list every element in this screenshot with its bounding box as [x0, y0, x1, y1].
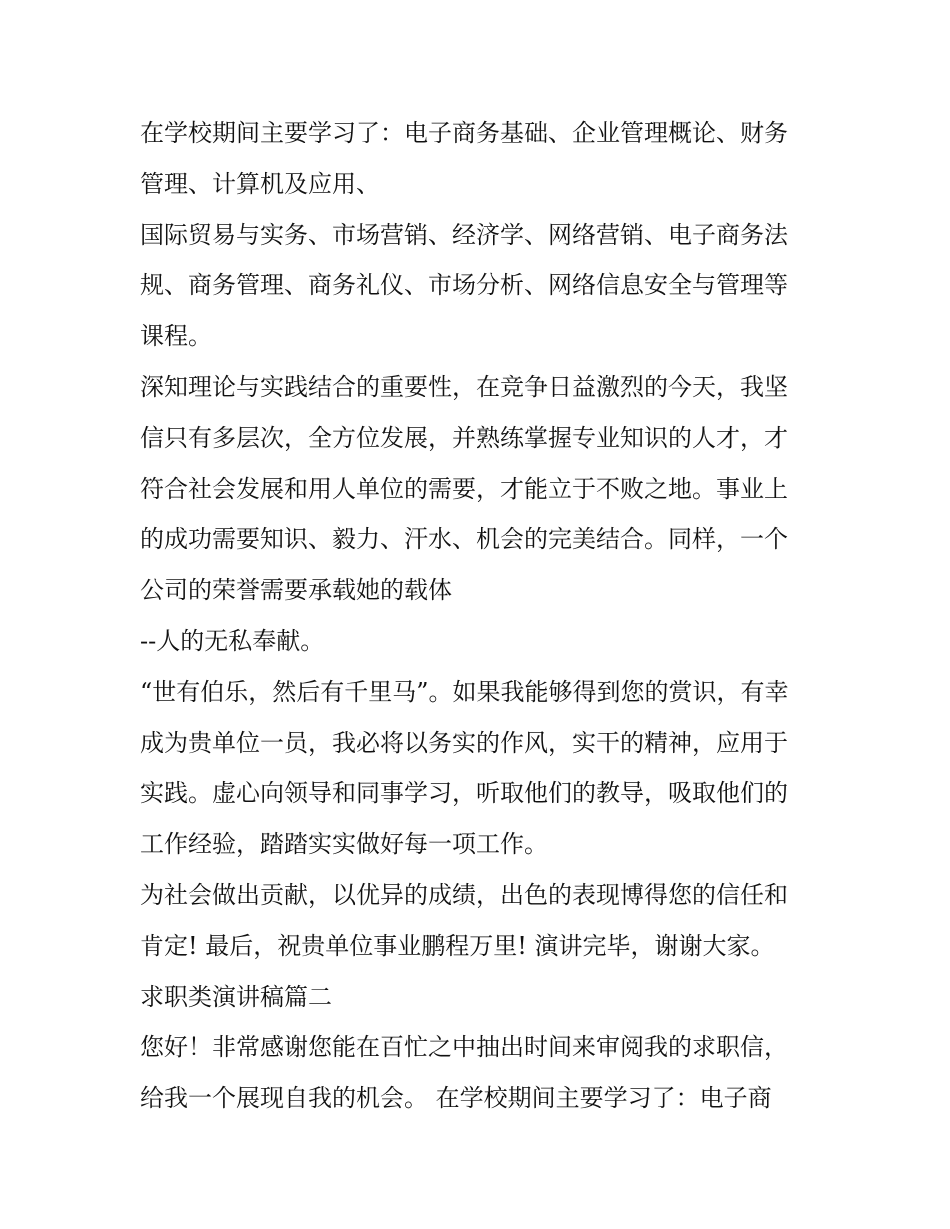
text-line: 成为贵单位一员，我必将以务实的作风，实干的精神，应用于 — [140, 728, 788, 757]
text-line: 在学校期间主要学习了：电子商务基础、企业管理概论、财务 — [140, 119, 788, 147]
text-line: 公司的荣誉需要承载她的载体 — [140, 576, 452, 605]
text-line: 的成功需要知识、毅力、汗水、机会的完美结合。同样，一个 — [140, 525, 788, 554]
text-line: 肯定! 最后，祝贵单位事业鹏程万里! 演讲完毕，谢谢大家。 — [140, 931, 775, 960]
text-line: 符合社会发展和用人单位的需要，才能立于不败之地。事业上 — [140, 474, 788, 503]
text-line: 深知理论与实践结合的重要性，在竞争日益激烈的今天，我坚 — [140, 372, 788, 401]
text-line: --人的无私奉献。 — [140, 626, 325, 655]
text-line: 给我一个展现自我的机会。 在学校期间主要学习了：电子商 — [140, 1084, 772, 1113]
text-line: 课程。 — [140, 322, 212, 351]
text-line: “世有伯乐，然后有千里马”。如果我能够得到您的赏识，有幸 — [140, 677, 789, 706]
document-body — [140, 108, 820, 1124]
section-heading: 求职类演讲稿篇二 — [140, 982, 332, 1011]
text-line: 为社会做出贡献，以优异的成绩，出色的表现博得您的信任和 — [140, 880, 788, 909]
text-line: 实践。虚心向领导和同事学习，听取他们的教导，吸取他们的 — [140, 779, 788, 808]
text-line: 规、商务管理、商务礼仪、市场分析、网络信息安全与管理等 — [140, 271, 788, 300]
text-line: 国际贸易与实务、市场营销、经济学、网络营销、电子商务法 — [140, 220, 788, 249]
text-line: 管理、计算机及应用、 — [140, 169, 380, 198]
text-line: 信只有多层次，全方位发展，并熟练掌握专业知识的人才，才 — [140, 423, 788, 452]
text-line: 工作经验，踏踏实实做好每一项工作。 — [140, 830, 548, 859]
text-line: 您好！非常感谢您能在百忙之中抽出时间来审阅我的求职信， — [140, 1033, 788, 1062]
